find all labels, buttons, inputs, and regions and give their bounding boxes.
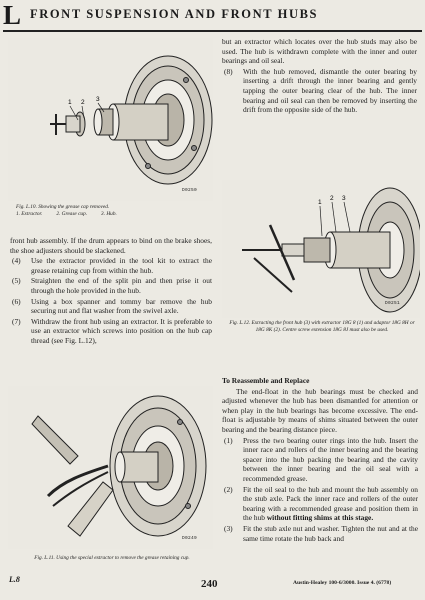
- right-column-top: [222, 37, 417, 116]
- page-title: FRONT SUSPENSION AND FRONT HUBS: [30, 7, 319, 21]
- figure-l10-caption-title: Fig. L.10. Showing the grease cap removed.: [16, 204, 110, 210]
- figure-l12-callout-2: 2: [330, 195, 334, 202]
- figure-l11: [8, 386, 213, 549]
- right-column-bottom: [222, 376, 418, 544]
- steps-list: [222, 436, 418, 544]
- paragraph: The end-float in the hub bearings must be checked and adjusted whenever the hub has been dismantled for attention or when play in the hub bearings has become excessive. The end-float is adjustable by means of shims situated between the outer bearing and the bearing distance piece.: [222, 386, 418, 434]
- emphasis: without fitting shims at this stage.: [266, 513, 374, 523]
- footer-publication: Austin-Healey 100-6/3000. Issue 4. (6778): [293, 580, 392, 586]
- list-item: (8) With the hub removed, dismantle the outer bearing by inserting a drift through the inner bearing and gently tapping the outer bearing clear of the hub. The inner bearing and oil seal can then be removed by inserting the drift from the opposite side of the hub.: [224, 66, 417, 115]
- figure-l12-callout-1: 1: [318, 199, 322, 206]
- page-number: 240: [201, 578, 218, 590]
- figure-l10-caption: [14, 204, 210, 217]
- section-letter: L: [3, 0, 22, 30]
- steps-list: [10, 256, 212, 345]
- figure-l10-code: D0250: [182, 188, 198, 193]
- figure-l11-code: D0249: [182, 536, 198, 541]
- figure-l10-callout-2: 2: [81, 99, 85, 106]
- figure-l12: [222, 180, 420, 318]
- figure-l12-code: D0251: [385, 301, 401, 306]
- figure-l10-callout-1: 1: [68, 99, 72, 106]
- figure-l12-caption: Fig. L.12. Extracting the front hub (3) with extractor 18G 8 (1) and adaptor 18G 8H or 18G 8K (2). Centre screw extension 18G 8J must also be used.: [229, 320, 415, 333]
- left-column: [10, 236, 212, 347]
- list-item: (4) Use the extractor provided in the tool kit to extract the grease retaining cup from within the hub.: [12, 256, 212, 275]
- figure-l10: [8, 38, 213, 201]
- footer-section-ref: L.8: [9, 575, 20, 584]
- list-item: (2) Fit the oil seal to the hub and mount the hub assembly on the stub axle. Pack the inner race and rollers of the outer bearing with a recommended grease and position them in the hub without fitting shims at this stage.: [224, 484, 418, 523]
- figure-l12-callout-3: 3: [342, 195, 346, 202]
- figure-l10-illustration: [8, 38, 213, 201]
- figure-l10-caption-item: 1. Extractor.: [16, 210, 43, 217]
- paragraph: but an extractor which locates over the hub studs may also be used. The hub is withdrawn complete with the inner and outer bearings and oil seal.: [222, 37, 417, 66]
- paragraph: front hub assembly. If the drum appears to bind on the brake shoes, the shoe adjusters should be slackened.: [10, 236, 212, 255]
- figure-l11-caption: Fig. L.11. Using the special extractor to remove the grease retaining cup.: [34, 555, 190, 561]
- list-item: (5) Straighten the end of the split pin and then prise it out through the hole provided in the hub.: [12, 276, 212, 295]
- figure-l12-illustration: [222, 180, 420, 318]
- section-heading: To Reassemble and Replace: [222, 376, 310, 385]
- steps-list: [222, 67, 417, 115]
- figure-l11-illustration: [8, 386, 213, 549]
- figure-l10-caption-item: 3. Hub.: [101, 210, 117, 217]
- list-item: (3) Fit the stub axle nut and washer. Tighten the nut and at the same time rotate the hub back and: [224, 523, 418, 543]
- header-rule: [3, 30, 422, 32]
- list-item: (7) Withdraw the front hub using an extractor. It is preferable to use an extractor which screws into position on the hub cap thread (see Fig. L.12),: [12, 316, 212, 345]
- list-item: (6) Using a box spanner and tommy bar remove the hub securing nut and flat washer from the swivel axle.: [12, 296, 212, 316]
- figure-l10-callout-3: 3: [96, 96, 100, 103]
- list-item: (1) Press the two bearing outer rings into the hub. Insert the inner race and rollers of the inner bearing and the bearing spacer into the hub packing the bearing and the cavity between the inner bearing and the oil seal with a recommended grease.: [224, 435, 418, 483]
- figure-l10-caption-item: 2. Grease cup.: [56, 210, 88, 217]
